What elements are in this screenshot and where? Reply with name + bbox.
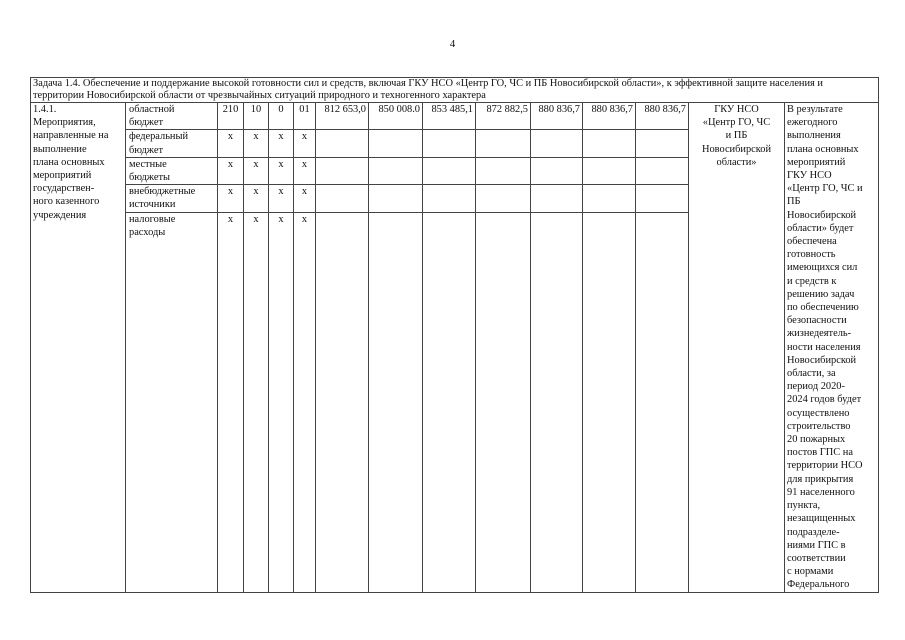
amount-cell [423, 157, 476, 184]
amount-cell [369, 185, 423, 212]
amount-cell [423, 212, 476, 592]
table-row [31, 103, 879, 130]
code-cell: 0 [269, 103, 294, 130]
amount-cell [636, 212, 689, 592]
code-cell: х [244, 212, 269, 592]
amount-cell [316, 212, 369, 592]
code-cell: 210 [218, 103, 244, 130]
amount-cell [531, 157, 583, 184]
source-label: федеральный бюджет [126, 130, 218, 157]
code-cell: х [294, 130, 316, 157]
code-cell: х [244, 130, 269, 157]
code-cell: х [244, 185, 269, 212]
source-label: областной бюджет [126, 103, 218, 130]
amount-cell [369, 130, 423, 157]
amount-cell [316, 157, 369, 184]
amount-cell [369, 212, 423, 592]
amount-cell [583, 185, 636, 212]
amount-cell [531, 130, 583, 157]
amount-cell [423, 185, 476, 212]
code-cell: х [244, 157, 269, 184]
amount-cell [369, 157, 423, 184]
amount-cell [476, 185, 531, 212]
code-cell: х [294, 212, 316, 592]
code-cell: х [218, 130, 244, 157]
amount-cell [583, 212, 636, 592]
amount-cell: 880 836,7 [636, 103, 689, 130]
amount-cell: 853 485,1 [423, 103, 476, 130]
amount-cell [531, 185, 583, 212]
program-table [30, 77, 879, 593]
task-heading: Задача 1.4. Обеспечение и поддержание высокой готовности сил и средств, включая ГКУ НСО «Центр ГО, ЧС и ПБ Новосибирской области», к эффективной защите населения и территории Новосибирской области от чрезвычайных ситуаций природного и техногенного характера [31, 78, 879, 103]
code-cell: х [269, 157, 294, 184]
amount-cell [583, 157, 636, 184]
amount-cell [476, 157, 531, 184]
code-cell: х [294, 157, 316, 184]
measure-name: 1.4.1. Мероприятия, направленные на выполнение плана основных мероприятий государствен- ного казенного учреждения [31, 103, 126, 593]
amount-cell [316, 130, 369, 157]
code-cell: х [269, 130, 294, 157]
amount-cell: 880 836,7 [583, 103, 636, 130]
code-cell: 10 [244, 103, 269, 130]
responsible-executor: ГКУ НСО «Центр ГО, ЧС и ПБ Новосибирской области» [689, 103, 785, 593]
code-cell: 01 [294, 103, 316, 130]
amount-cell [531, 212, 583, 592]
amount-cell: 812 653,0 [316, 103, 369, 130]
amount-cell: 872 882,5 [476, 103, 531, 130]
expected-result: В результате ежегодного выполнения плана основных мероприятий ГКУ НСО «Центр ГО, ЧС и ПБ Новосибирской области» будет обеспечена готовность имеющихся сил и средств к решению задач по обеспечению безопасности жизнедеятель- ности населения Новосибирской области, за период 2020- 2024 годов будет осуществлено строительство 20 пожарных постов ГПС на территории НСО для прикрытия 91 населенного пункта, незащищенных подразделе- ниями ГПС в соответствии с нормами Федерального [785, 103, 879, 593]
amount-cell [316, 185, 369, 212]
amount-cell [636, 130, 689, 157]
amount-cell [476, 130, 531, 157]
amount-cell [476, 212, 531, 592]
code-cell: х [269, 212, 294, 592]
amount-cell [636, 185, 689, 212]
amount-cell [636, 157, 689, 184]
source-label: налоговые расходы [126, 212, 218, 592]
amount-cell: 880 836,7 [531, 103, 583, 130]
code-cell: х [294, 185, 316, 212]
code-cell: х [218, 157, 244, 184]
source-label: местные бюджеты [126, 157, 218, 184]
code-cell: х [218, 185, 244, 212]
amount-cell [423, 130, 476, 157]
amount-cell [583, 130, 636, 157]
code-cell: х [218, 212, 244, 592]
task-row [31, 78, 879, 103]
code-cell: х [269, 185, 294, 212]
source-label: внебюджетные источники [126, 185, 218, 212]
amount-cell: 850 008.0 [369, 103, 423, 130]
page-number: 4 [449, 38, 456, 50]
